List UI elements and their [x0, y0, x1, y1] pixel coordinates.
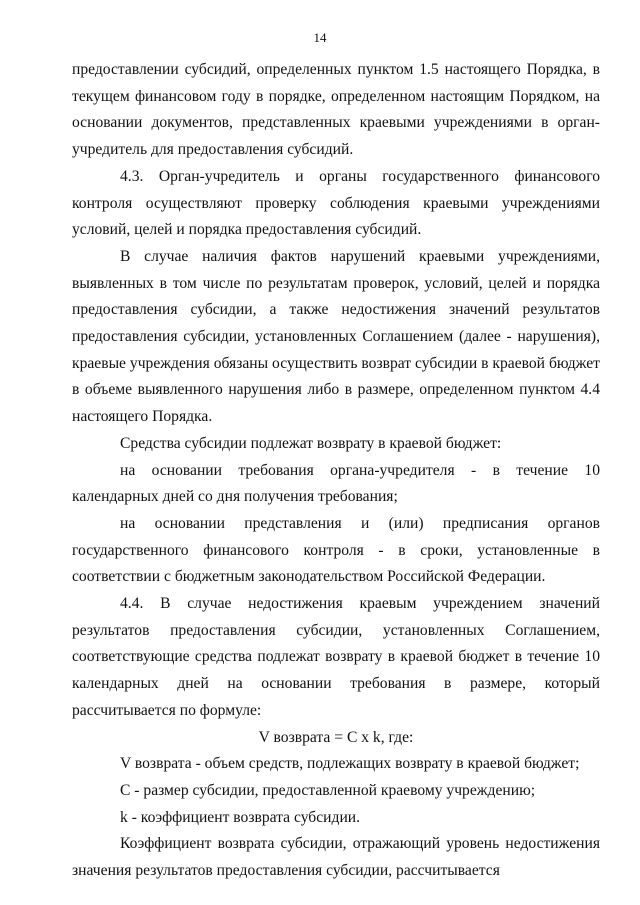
- paragraph-refund-requirement: на основании требования органа-учредителя - в течение 10 календарных дней со дня получения требования;: [72, 461, 600, 506]
- paragraph-refund-control: на основании представления и (или) предписания органов государственного финансового контроля - в сроки, установленные в соответствии с бюджетным законодательством Российской Федерации.: [72, 514, 600, 586]
- document-body: [72, 57, 600, 885]
- paragraph-coefficient: Коэффициент возврата субсидии, отражающий уровень недостижения значения результатов предоставления субсидии, рассчитывается: [72, 835, 600, 880]
- paragraph-4-3: 4.3. Орган-учредитель и органы государственного финансового контроля осуществляют проверку соблюдения краевыми учреждениями условий, целей и порядка предоставления субсидий.: [72, 167, 600, 239]
- paragraph-violations: В случае наличия фактов нарушений краевыми учреждениями, выявленных в том числе по результатам проверок, условий, целей и порядка предоставления субсидии, а также недостижения значений результатов предоставления субсидии, установленных Соглашением (далее - нарушения), краевые учреждения обязаны осуществить возврат субсидии в краевой бюджет в объеме выявленного нарушения либо в размере, определенном пунктом 4.4 настоящего Порядка.: [72, 247, 600, 426]
- page-number: 14: [313, 30, 327, 45]
- paragraph-refund-heading: Средства субсидии подлежат возврату в краевой бюджет:: [120, 434, 502, 452]
- paragraph-4-4: 4.4. В случае недостижения краевым учреждением значений результатов предоставления субсидии, установленных Соглашением, соответствующие средства подлежат возврату в краевой бюджет в течение 10 календарных дней на основании требования в размере, который рассчитывается по формуле:: [72, 595, 600, 719]
- formula-definition-c: C - размер субсидии, предоставленной краевому учреждению;: [120, 781, 536, 799]
- formula-definition-k: k - коэффициент возврата субсидии.: [120, 808, 361, 826]
- paragraph-continuation: предоставлении субсидий, определенных пунктом 1.5 настоящего Порядка, в текущем финансовом году в порядке, определенном настоящим Порядком, на основании документов, представленных краевыми учреждениями в орган-учредитель для предоставления субсидий.: [72, 61, 600, 159]
- formula-definition-v: V возврата - объем средств, подлежащих возврату в краевой бюджет;: [120, 755, 580, 773]
- refund-formula: V возврата = C x k, где:: [258, 728, 414, 746]
